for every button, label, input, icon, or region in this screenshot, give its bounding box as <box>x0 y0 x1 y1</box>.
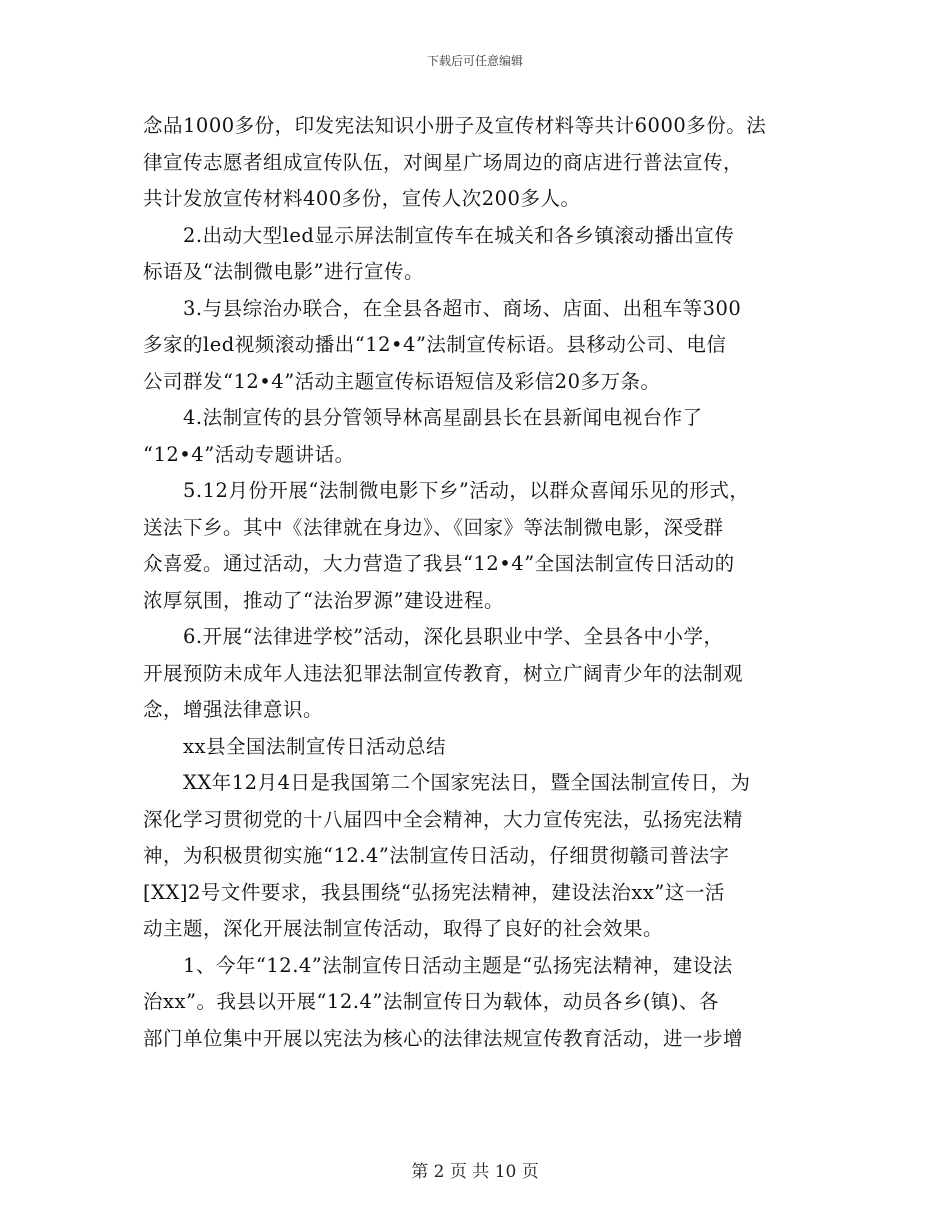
text-line: 众喜爱。通过活动，大力营造了我县“12•4”全国法制宣传日活动的 <box>143 552 735 575</box>
text-line: 念品1000多份，印发宪法知识小册子及宣传材料等共计6000多份。法 <box>143 114 767 137</box>
text-line: [XX]2号文件要求，我县围绕“弘扬宪法精神，建设法治xx”这一活 <box>143 880 725 904</box>
text-line: 部门单位集中开展以宪法为核心的法律法规宣传教育活动，进一步增 <box>143 1026 744 1050</box>
text-line: 治xx”。我县以开展“12.4”法制宣传日为载体，动员各乡(镇)、各 <box>143 990 720 1013</box>
text-line: 念，增强法律意识。 <box>143 698 324 721</box>
page-header-note: 下载后可任意编辑 <box>426 54 523 68</box>
text-line: “12•4”活动专题讲话。 <box>143 442 355 466</box>
text-line: 神，为积极贯彻实施“12.4”法制宣传日活动，仔细贯彻赣司普法字 <box>143 844 730 867</box>
text-line: 4.法制宣传的县分管领导林高星副县长在县新闻电视台作了 <box>183 406 703 429</box>
text-line: 1、今年“12.4”法制宣传日活动主题是“弘扬宪法精神，建设法 <box>183 953 733 977</box>
text-line: 6.开展“法律进学校”活动，深化县职业中学、全县各中小学， <box>183 625 724 648</box>
text-line: 开展预防未成年人违法犯罪法制宣传教育，树立广阔青少年的法制观 <box>143 661 744 685</box>
text-line: 浓厚氛围，推动了“法治罗源”建设进程。 <box>143 588 504 612</box>
text-line: 送法下乡。其中《法律就在身边》、《回家》等法制微电影，深受群 <box>143 515 724 539</box>
page-number: 第 2 页 共 10 页 <box>411 1162 539 1182</box>
text-line: 5.12月份开展“法制微电影下乡”活动，以群众喜闻乐见的形式， <box>183 479 750 502</box>
text-line: 3.与县综治办联合，在全县各超市、商场、店面、出租车等300 <box>183 296 742 320</box>
text-line: XX年12月4日是我国第二个国家宪法日，暨全国法制宣传日，为 <box>183 771 751 794</box>
text-line: 律宣传志愿者组成宣传队伍，对闽星广场周边的商店进行普法宣传， <box>143 150 744 174</box>
document-body <box>143 108 813 1057</box>
text-line: 公司群发“12•4”活动主题宣传标语短信及彩信20多万条。 <box>143 369 661 393</box>
text-line: 共计发放宣传材料400多份，宣传人次200多人。 <box>143 187 581 210</box>
text-line: 多家的led视频滚动播出“12•4”法制宣传标语。县移动公司、电信 <box>143 333 727 356</box>
text-line: 动主题，深化开展法制宣传活动，取得了良好的社会效果。 <box>143 917 664 940</box>
text-line: 标语及“法制微电影”进行宣传。 <box>143 260 424 283</box>
section-title: xx县全国法制宣传日活动总结 <box>183 734 446 758</box>
text-line: 深化学习贯彻党的十八届四中全会精神，大力宣传宪法，弘扬宪法精 <box>143 807 744 831</box>
text-line: 2.出动大型led显示屏法制宣传车在城关和各乡镇滚动播出宣传 <box>183 223 735 247</box>
